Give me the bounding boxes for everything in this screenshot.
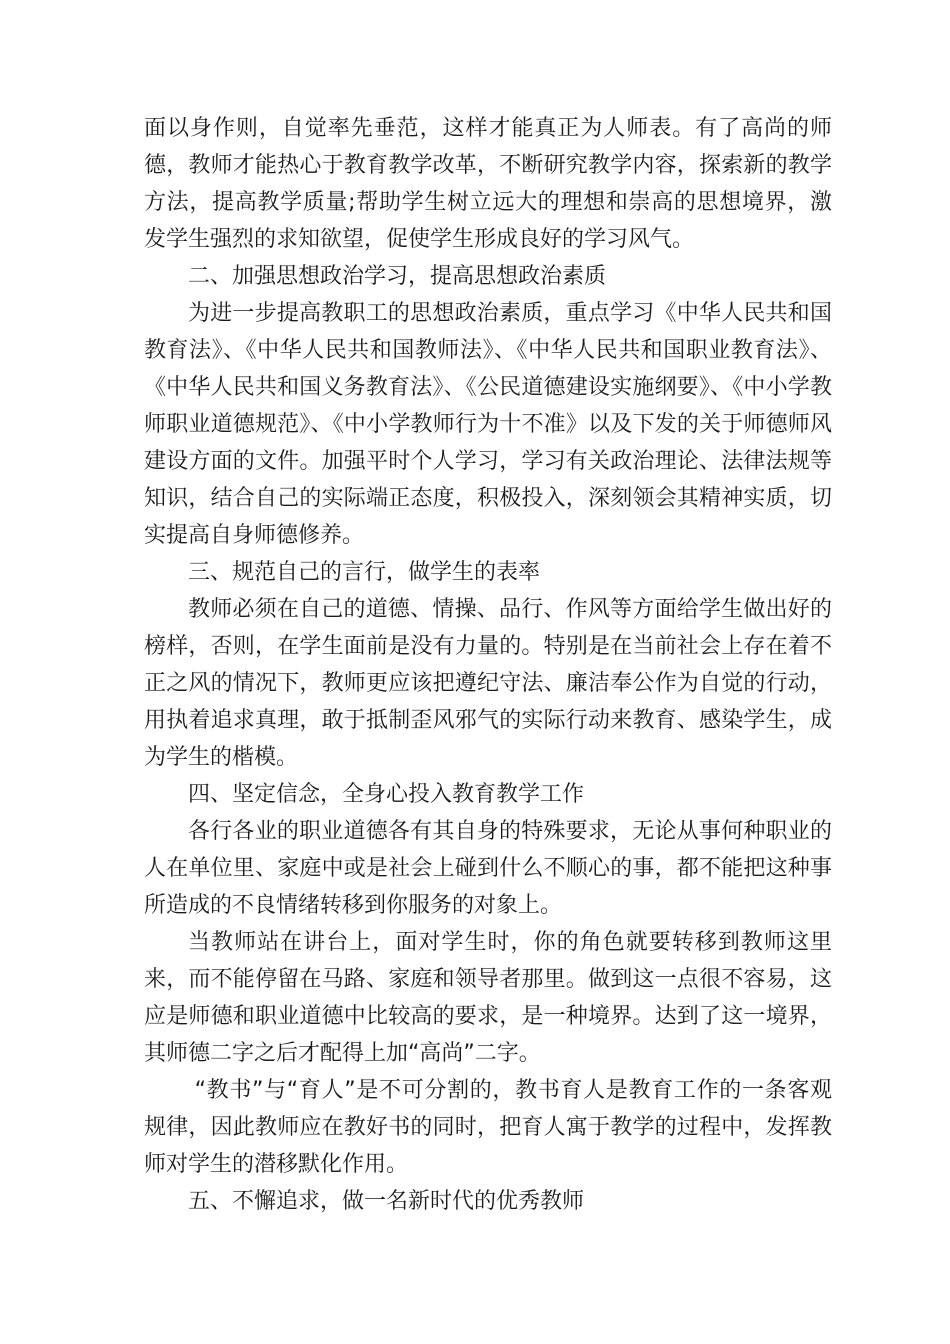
paragraph: “教书”与“育人”是不可分割的，教书育人是教育工作的一条客观规律，因此教师应在教好书的同时，把育人寓于教学的过程中，发挥教师对学生的潜移默化作用。 (144, 1078, 832, 1177)
paragraph: 当教师站在讲台上，面对学生时，你的角色就要转移到教师这里来，而不能停留在马路、家庭和领导者那里。做到这一点很不容易，这应是师德和职业道德中比较高的要求，是一种境界。达到了这一境界，其师德二字之后才配得上加“高尚”二字。 (144, 930, 832, 1066)
section-heading-3: 三、规范自己的言行，做学生的表率 (188, 560, 541, 585)
section-heading-2: 二、加强思想政治学习，提高思想政治素质 (188, 264, 607, 289)
paragraph: 各行各业的职业道德各有其自身的特殊要求，无论从事何种职业的人在单位里、家庭中或是社会上碰到什么不顺心的事，都不能把这种事所造成的不良情绪转移到你服务的对象上。 (144, 819, 832, 918)
paragraph: 教师必须在自己的道德、情操、品行、作风等方面给学生做出好的榜样，否则，在学生面前是没有力量的。特别是在当前社会上存在着不正之风的情况下，教师更应该把遵纪守法、廉洁奉公作为自觉的行动，用执着追求真理，敢于抵制歪风邪气的实际行动来教育、感染学生，成为学生的楷模。 (144, 597, 832, 770)
paragraph: 为进一步提高教职工的思想政治素质，重点学习《中华人民共和国教育法》、《中华人民共和国教师法》、《中华人民共和国职业教育法》、《中华人民共和国义务教育法》、《公民道德建设实施纲要》、《中小学教师职业道德规范》、《中小学教师行为十不准》以及下发的关于师德师风建设方面的文件。加强平时个人学习，学习有关政治理论、法律法规等知识，结合自己的实际端正态度，积极投入，深刻领会其精神实质，切实提高自身师德修养。 (144, 301, 832, 548)
document-body (144, 110, 832, 1220)
paragraph-continuation: 面以身作则，自觉率先垂范，这样才能真正为人师表。有了高尚的师德，教师才能热心于教育教学改革，不断研究教学内容，探索新的教学方法，提高教学质量;帮助学生树立远大的理想和崇高的思想境界，激发学生强烈的求知欲望，促使学生形成良好的学习风气。 (144, 116, 832, 252)
section-heading-4: 四、坚定信念，全身心投入教育教学工作 (188, 782, 585, 807)
section-heading-5: 五、不懈追求，做一名新时代的优秀教师 (188, 1189, 585, 1214)
